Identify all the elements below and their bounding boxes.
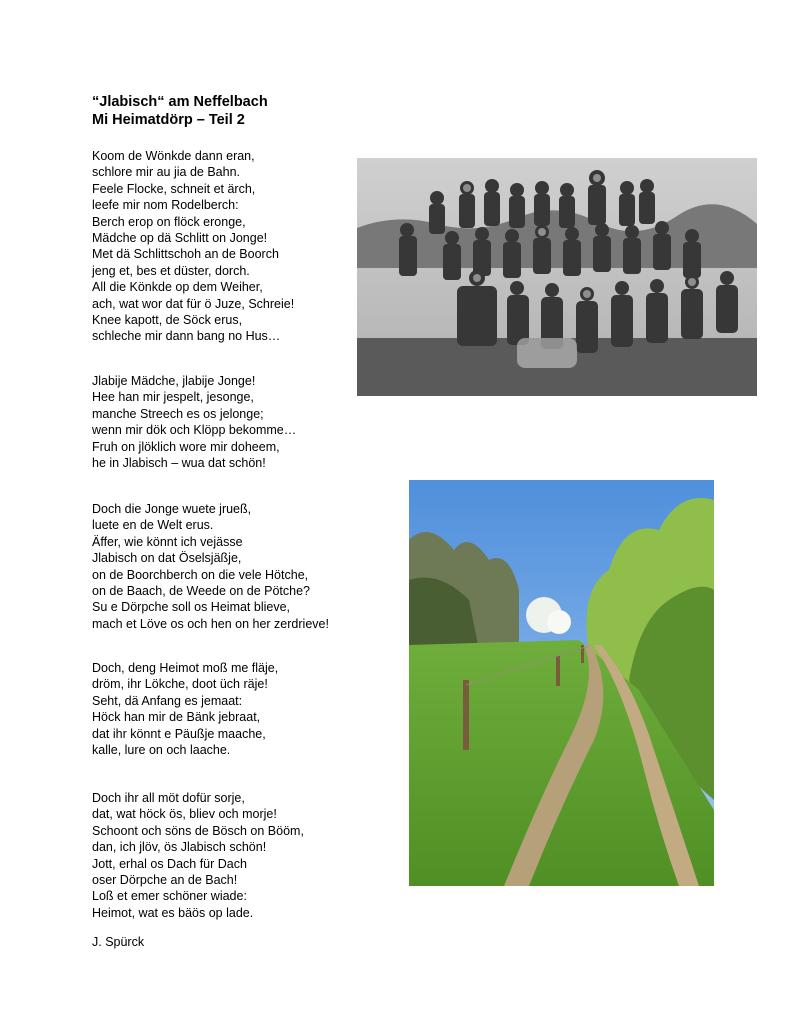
verse-line: Loß et emer schöner wiade: <box>92 889 247 904</box>
verse-line: Su e Dörpche soll os Heimat blieve, <box>92 600 291 615</box>
verse-line: manche Streech es os jelonge; <box>92 406 264 421</box>
verse-line: leefe mir nom Rodelberch: <box>92 198 239 213</box>
poem-title <box>92 93 268 129</box>
verse-line: schlore mir au jia de Bahn. <box>92 165 240 180</box>
stanza-3 <box>92 501 329 632</box>
verse-line: dröm, ihr Lökche, doot üch räje! <box>92 677 268 692</box>
verse-line: he in Jlabisch – wua dat schön! <box>92 456 266 471</box>
old-group-photo <box>357 158 757 396</box>
verse-line: dat, wat höck ös, bliev och morje! <box>92 807 277 822</box>
old-group-photo-drawing <box>357 158 757 396</box>
verse-line: luete en de Welt erus. <box>92 518 214 533</box>
verse-line: Doch die Jonge wuete jrueß, <box>92 502 252 516</box>
verse-line: Äffer, wie könnt ich vejässe <box>92 534 243 549</box>
verse-line: Heimot, wat es bäös op lade. <box>92 905 254 920</box>
verse-line: on de Baach, de Weede on de Pötche? <box>92 584 310 599</box>
verse-line: ach, wat wor dat für ö Juze, Schreie! <box>92 296 295 311</box>
verse-line: Jlabisch on dat Öselsjäßje, <box>92 551 242 566</box>
verse-line: Koom de Wönkde dann eran, <box>92 149 255 163</box>
verse-line: Jott, erhal os Dach für Dach <box>92 856 247 871</box>
verse-line: mach et Löve os och hen on her zerdrieve! <box>92 616 329 631</box>
verse-line: Doch ihr all möt dofür sorje, <box>92 791 245 805</box>
verse-line: Mädche op dä Schlitt on Jonge! <box>92 231 268 246</box>
verse-line: wenn mir dök och Klöpp bekomme… <box>92 423 297 438</box>
stanza-4 <box>92 660 278 758</box>
author-signature: J. Spürck <box>92 935 145 949</box>
verse-line: oser Dörpche an de Bach! <box>92 873 238 888</box>
verse-line: Seht, dä Anfang es jemaat: <box>92 693 243 708</box>
verse-line: Jlabije Mädche, jlabije Jonge! <box>92 374 256 388</box>
verse-line: Höck han mir de Bänk jebraat, <box>92 710 261 725</box>
verse-line: Met dä Schlittschoh an de Boorch <box>92 247 279 262</box>
verse-line: Schoont och söns de Bösch on Bööm, <box>92 823 304 838</box>
verse-line: dan, ich jlöv, ös Jlabisch schön! <box>92 840 267 855</box>
verse-line: Berch erop on flöck eronge, <box>92 214 246 229</box>
verse-line: jeng et, bes et düster, dorch. <box>92 263 250 278</box>
stanza-5 <box>92 790 304 921</box>
verse-line: Knee kapott, de Söck erus, <box>92 313 243 328</box>
verse-line: kalle, lure on och laache. <box>92 743 231 758</box>
verse-line: Doch, deng Heimot moß me fläje, <box>92 661 279 675</box>
verse-line: Feele Flocke, schneit et ärch, <box>92 181 256 196</box>
stanza-1 <box>92 148 294 345</box>
stanza-2 <box>92 373 296 471</box>
verse-line: schleche mir dann bang no Hus… <box>92 329 281 344</box>
verse-line: Hee han mir jespelt, jesonge, <box>92 390 254 405</box>
meadow-photo-drawing <box>409 480 714 886</box>
verse-line: dat ihr könnt e Päußje maache, <box>92 726 266 741</box>
title-line-1: “Jlabisch“ am Neffelbach <box>92 94 268 110</box>
verse-line: Fruh on jlöklich wore mir doheem, <box>92 439 280 454</box>
meadow-photo <box>409 480 714 886</box>
title-line-2: Mi Heimatdörp – Teil 2 <box>92 112 245 128</box>
verse-line: on de Boorchberch on die vele Hötche, <box>92 567 309 582</box>
verse-line: All die Könkde op dem Weiher, <box>92 280 263 295</box>
